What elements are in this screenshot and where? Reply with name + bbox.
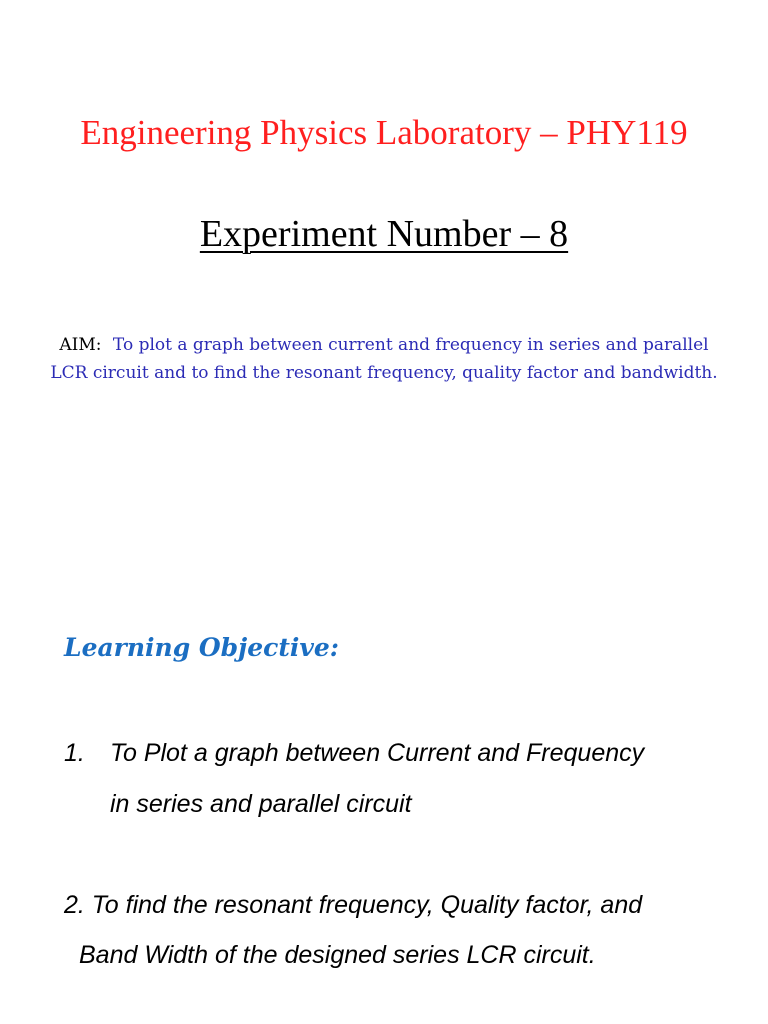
objective-item-1-number: 1.: [64, 739, 85, 767]
experiment-heading-text: Experiment Number – 8: [199, 213, 569, 255]
document-title: Engineering Physics Laboratory – PHY119: [80, 113, 688, 152]
objective-item-1-line-1: [64, 739, 644, 768]
objective-item-1-line-2: in series and parallel circuit: [110, 790, 412, 818]
aim-label: AIM:: [59, 335, 102, 355]
aim-text: To plot a graph between current and frequency in series and parallel LCR circuit and to find the resonant frequency, quality factor and bandwidth.: [50, 335, 718, 383]
experiment-heading: [0, 210, 768, 258]
objective-item-2-line-2: Band Width of the designed series LCR circuit.: [79, 941, 596, 969]
objective-item-1-text: To Plot a graph between Current and Frequency: [110, 739, 645, 767]
objective-item-2-line-1: 2. To find the resonant frequency, Quality factor, and: [64, 891, 643, 919]
aim-section: [48, 331, 720, 387]
learning-objective-heading: Learning Objective:: [64, 633, 340, 662]
